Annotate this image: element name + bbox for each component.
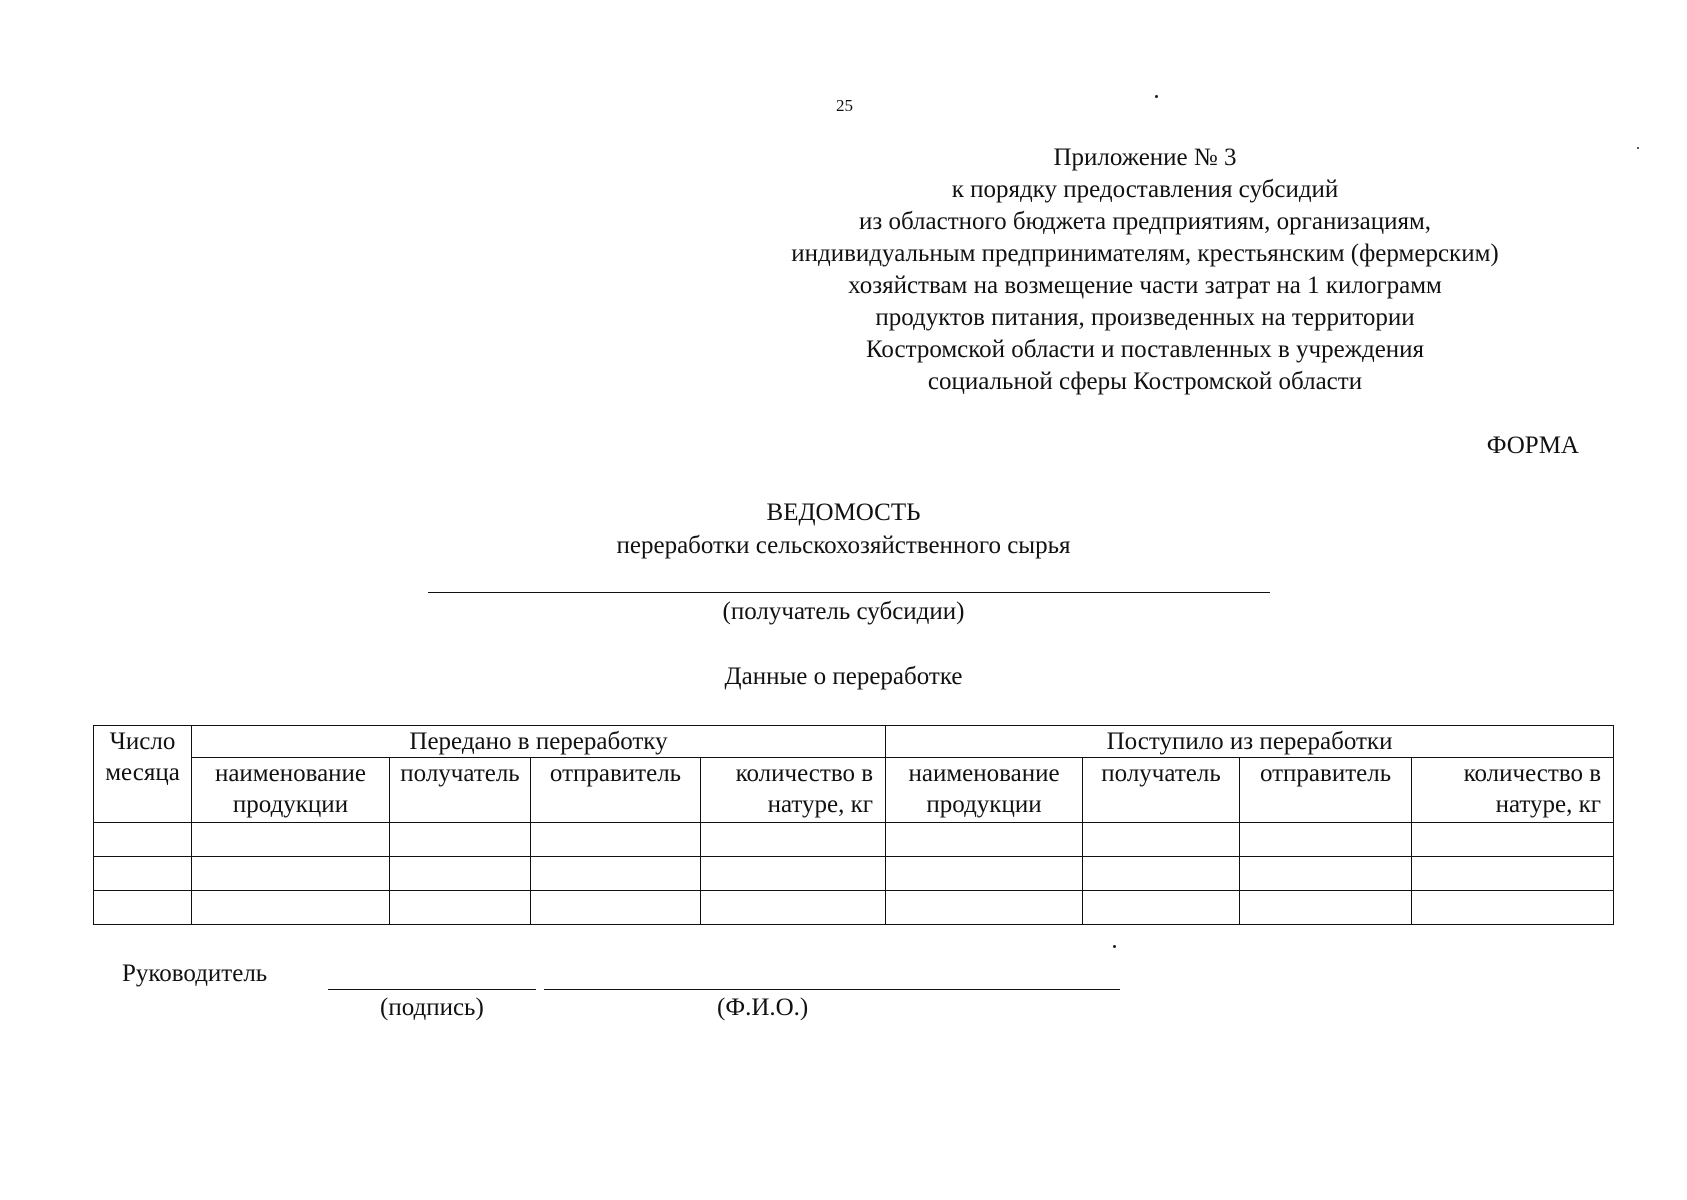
header-sender: отправитель xyxy=(1240,758,1412,823)
recipient-caption: (получатель субсидии) xyxy=(722,598,965,625)
table-cell[interactable] xyxy=(1240,823,1412,857)
table-cell[interactable] xyxy=(1412,891,1614,925)
name-caption: (Ф.И.О.) xyxy=(717,994,809,1021)
table-cell[interactable] xyxy=(1240,891,1412,925)
table-cell[interactable] xyxy=(701,891,886,925)
recipient-fill-line xyxy=(428,592,1270,593)
table-cell[interactable] xyxy=(192,857,390,891)
table-group-header-row xyxy=(94,726,1614,758)
appendix-line: Костромской области и поставленных в учреждения xyxy=(865,336,1425,363)
appendix-line: продуктов питания, произведенных на территории xyxy=(875,304,1415,331)
table-cell[interactable] xyxy=(1083,891,1240,925)
header-date: Число месяца xyxy=(94,726,192,823)
table-cell[interactable] xyxy=(886,891,1083,925)
table-cell[interactable] xyxy=(390,823,531,857)
table-cell[interactable] xyxy=(1412,857,1614,891)
appendix-line: индивидуальным предпринимателям, крестьянским (фермерским) xyxy=(791,240,1499,267)
name-fill-line[interactable] xyxy=(544,989,1120,990)
page-number-text: 25 xyxy=(836,96,853,115)
table-cell[interactable] xyxy=(94,857,192,891)
header-product-name: наименование продукции xyxy=(886,758,1083,823)
signature-fill-line[interactable] xyxy=(328,989,536,990)
table-cell[interactable] xyxy=(1083,857,1240,891)
table-cell[interactable] xyxy=(886,823,1083,857)
table-cell[interactable] xyxy=(701,823,886,857)
forma-label: ФОРМА xyxy=(1486,432,1579,459)
table-cell[interactable] xyxy=(94,823,192,857)
table-cell[interactable] xyxy=(531,823,701,857)
table-cell[interactable] xyxy=(1083,823,1240,857)
table-cell[interactable] xyxy=(192,891,390,925)
table-cell[interactable] xyxy=(1412,823,1614,857)
signature-caption: (подпись) xyxy=(380,994,484,1021)
header-recipient: получатель xyxy=(390,758,531,823)
appendix-line: социальной сферы Костромской области xyxy=(927,368,1363,395)
signature-label: Руководитель xyxy=(122,960,268,987)
appendix-header xyxy=(740,142,1550,398)
table-row xyxy=(94,857,1614,891)
scan-speck xyxy=(1155,95,1158,98)
section-heading: Данные о переработке xyxy=(724,663,963,690)
header-product-name: наименование продукции xyxy=(192,758,390,823)
table-row xyxy=(94,891,1614,925)
document-title: ВЕДОМОСТЬ xyxy=(766,499,921,526)
header-recipient: получатель xyxy=(1083,758,1240,823)
table-sub-header-row xyxy=(94,758,1614,823)
processing-table xyxy=(93,725,1614,925)
scan-speck xyxy=(1637,147,1639,149)
table-cell[interactable] xyxy=(390,891,531,925)
table-cell[interactable] xyxy=(701,857,886,891)
table-cell[interactable] xyxy=(531,857,701,891)
table-cell[interactable] xyxy=(886,857,1083,891)
document-subtitle: переработки сельскохозяйственного сырья xyxy=(616,532,1071,559)
table-row xyxy=(94,823,1614,857)
header-sender: отправитель xyxy=(531,758,701,823)
scan-speck xyxy=(1113,945,1116,948)
header-transferred: Передано в переработку xyxy=(192,726,886,758)
header-received: Поступило из переработки xyxy=(886,726,1614,758)
table-cell[interactable] xyxy=(94,891,192,925)
appendix-line: Приложение № 3 xyxy=(1053,144,1237,171)
table-cell[interactable] xyxy=(390,857,531,891)
table-cell[interactable] xyxy=(192,823,390,857)
table-cell[interactable] xyxy=(531,891,701,925)
appendix-line: из областного бюджета предприятиям, организациям, xyxy=(858,208,1432,235)
appendix-line: к порядку предоставления субсидий xyxy=(951,176,1339,203)
table-cell[interactable] xyxy=(1240,857,1412,891)
header-quantity: количество в натуре, кг xyxy=(701,758,886,823)
header-quantity: количество в натуре, кг xyxy=(1412,758,1614,823)
appendix-line: хозяйствам на возмещение части затрат на 1 килограмм xyxy=(848,272,1442,299)
